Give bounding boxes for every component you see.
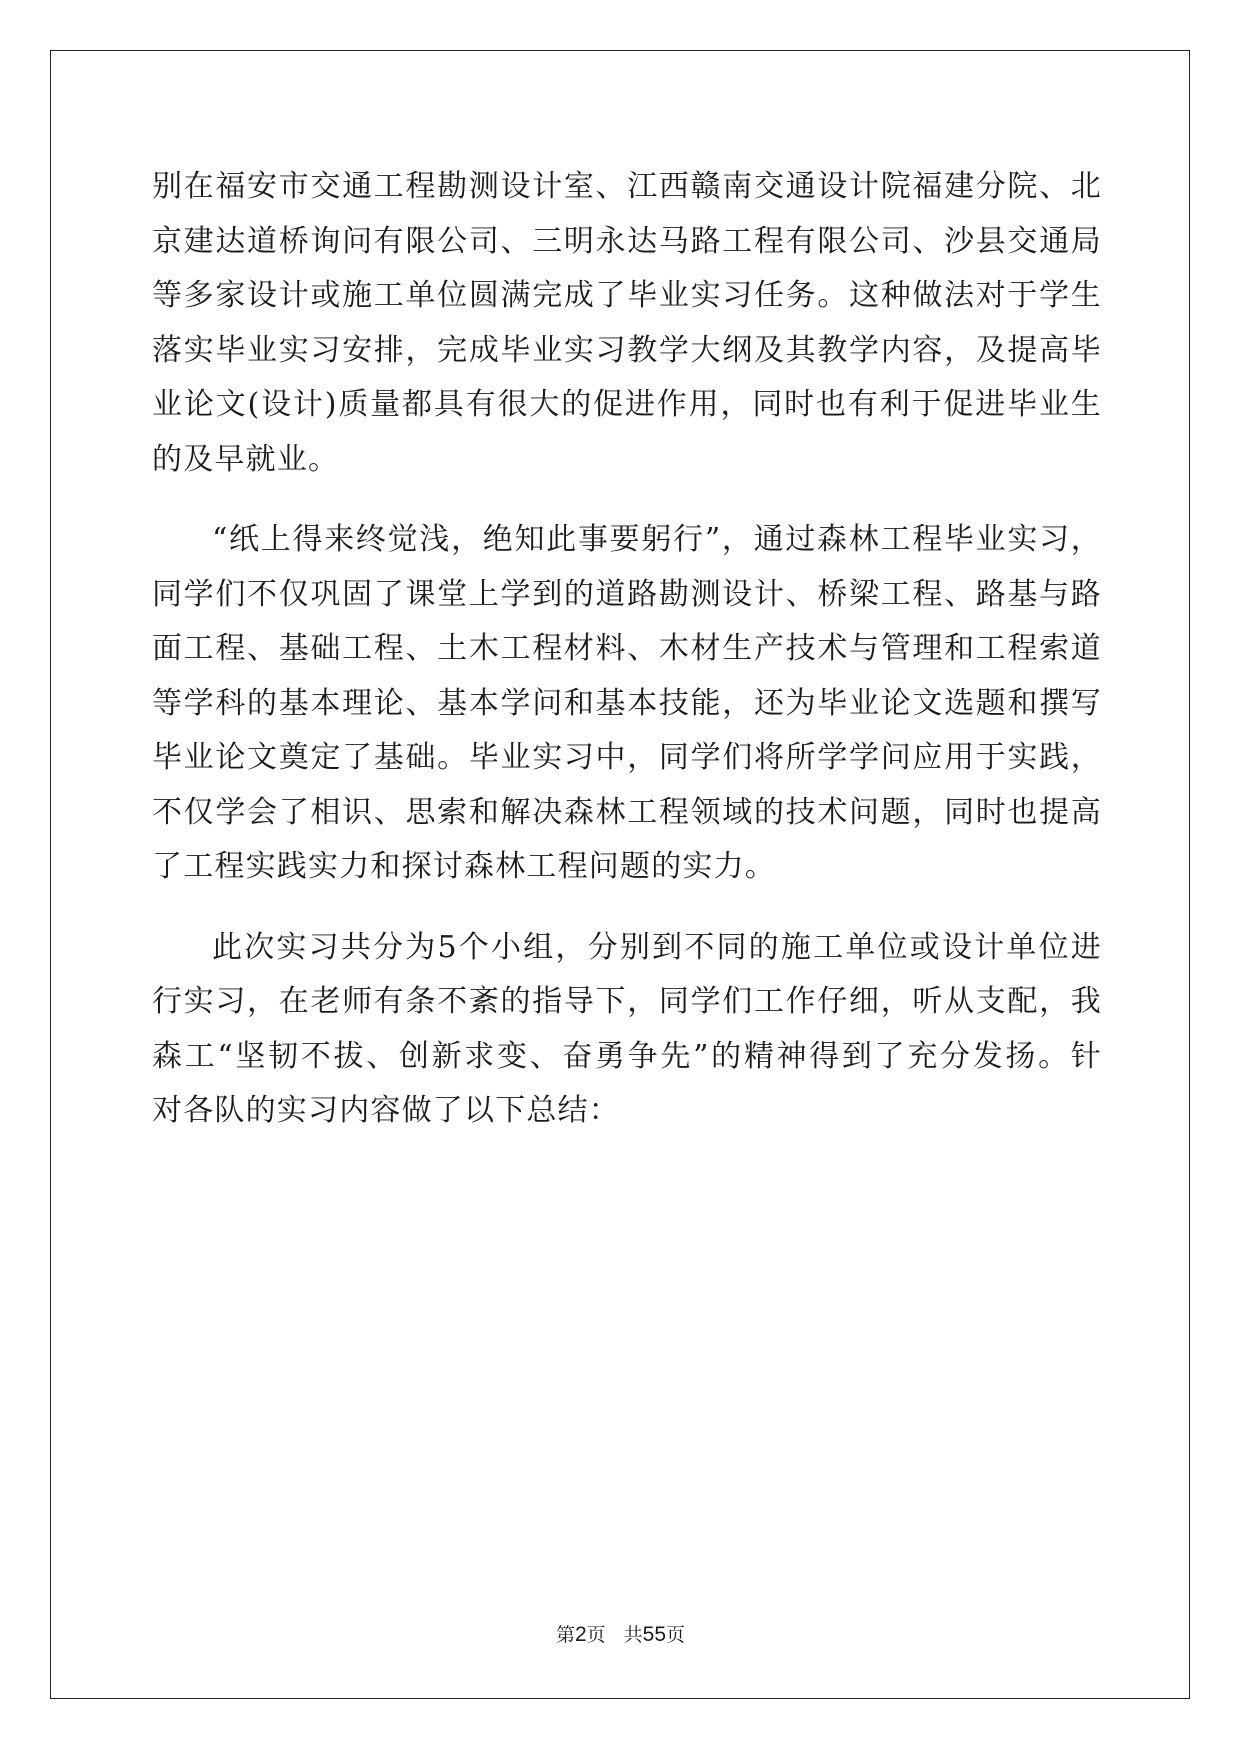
- total-prefix: 共: [623, 1624, 643, 1646]
- text-line: 毕业论文奠定了基础。毕业实习中，同学们将所学学问应用于实践，: [152, 740, 1102, 775]
- total-pages: 55: [642, 1623, 667, 1646]
- text-line: 行实习，在老师有条不紊的指导下，同学们工作仔细，听从支配，我: [152, 984, 1102, 1019]
- page-number: 2: [574, 1623, 587, 1646]
- text-line: 森工“坚韧不拔、创新求变、奋勇争先”的精神得到了充分发扬。针: [152, 1038, 1102, 1074]
- paragraph-2: [152, 513, 1102, 895]
- text-line: 落实毕业实习安排，完成毕业实习教学大纲及其教学内容，及提高毕: [152, 332, 1102, 368]
- text-line: 等学科的基本理论、基本学问和基本技能，还为毕业论文选题和撰写: [152, 685, 1102, 721]
- text-line-indented: 此次实习共分为5个小组，分别到不同的施工单位或设计单位进: [212, 929, 1102, 965]
- text-line: 同学们不仅巩固了课堂上学到的道路勘测设计、桥梁工程、路基与路: [152, 576, 1102, 612]
- text-line: 对各队的实习内容做了以下总结：: [152, 1093, 620, 1128]
- text-line: 等多家设计或施工单位圆满完成了毕业实习任务。这种做法对于学生: [152, 278, 1102, 313]
- paragraph-spacer: [152, 487, 1102, 513]
- paragraph-3: [152, 921, 1102, 1139]
- total-unit: 页: [666, 1624, 686, 1646]
- page-unit: 页: [586, 1624, 606, 1646]
- text-line-indented: “纸上得来终觉浅，绝知此事要躬行”，通过森林工程毕业实习，: [212, 522, 1102, 557]
- document-body: [152, 160, 1102, 1139]
- text-line: 业论文(设计)质量都具有很大的促进作用，同时也有利于促进毕业生: [152, 387, 1102, 422]
- paragraph-spacer: [152, 895, 1102, 921]
- text-line: 不仅学会了相识、思索和解决森林工程领域的技术问题，同时也提高: [152, 794, 1102, 830]
- text-line: 京建达道桥询问有限公司、三明永达马路工程有限公司、沙县交通局: [152, 223, 1102, 259]
- paragraph-1: [152, 160, 1102, 487]
- text-line: 的及早就业。: [152, 441, 340, 477]
- text-line: 面工程、基础工程、土木工程材料、木材生产技术与管理和工程索道: [152, 631, 1102, 666]
- page-footer: [0, 1620, 1241, 1647]
- text-line: 了工程实践实力和探讨森林工程问题的实力。: [152, 849, 776, 884]
- text-line: 别在福安市交通工程勘测设计室、江西赣南交通设计院福建分院、北: [152, 169, 1102, 204]
- page-prefix: 第: [555, 1624, 575, 1646]
